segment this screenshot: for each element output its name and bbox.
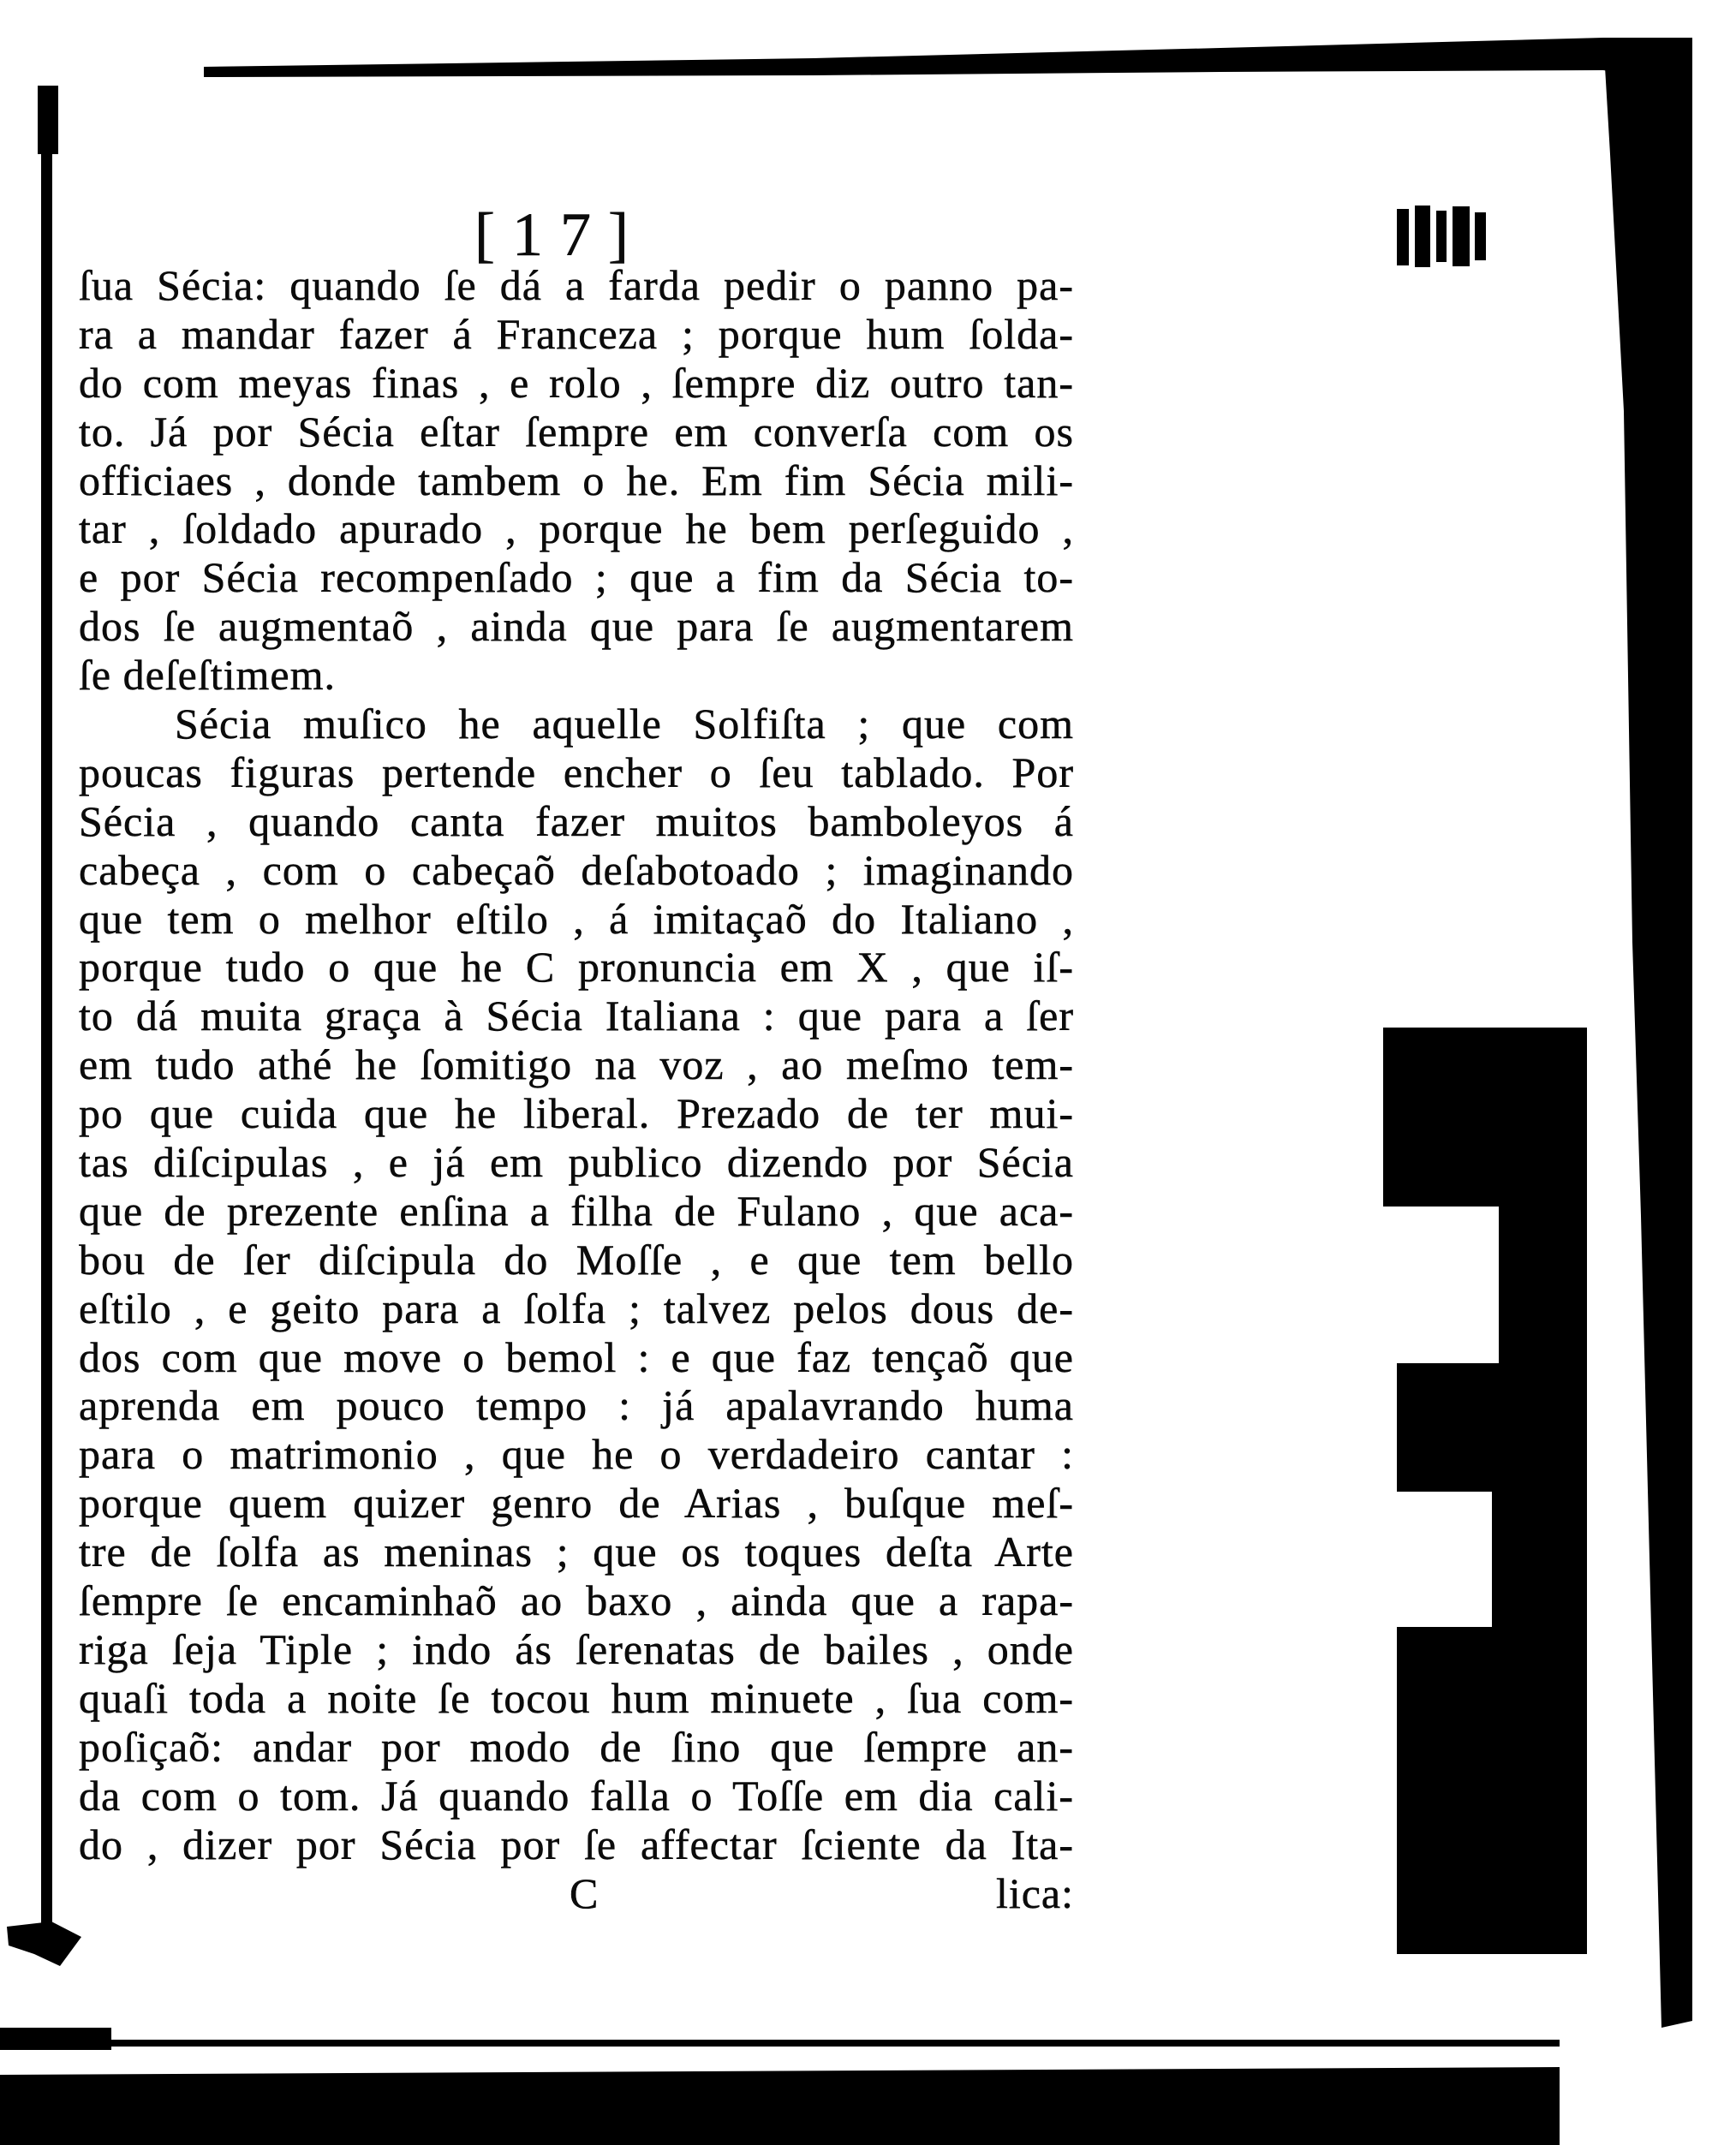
text-line: to dá muita graça à Sécia Italiana : que para a ſer <box>79 992 1074 1040</box>
page-footer <box>79 1869 1074 1918</box>
scan-edge-top <box>204 38 1692 82</box>
scan-edge-bottom-line <box>0 2040 1560 2047</box>
scan-edge-left <box>41 88 52 1938</box>
text-line: aprenda em pouco tempo : já apalavrando huma <box>79 1381 1074 1430</box>
text-line: da com o tom. Já quando falla o Toſſe em dia cali- <box>79 1771 1074 1820</box>
text-line: ſua Sécia: quando ſe dá a farda pedir o panno pa- <box>79 261 1074 309</box>
text-line: para o matrimonio , que he o verdadeiro cantar : <box>79 1430 1074 1479</box>
signature-mark: C <box>570 1869 599 1917</box>
text-line: dos ſe augmentaõ , ainda que para ſe augmentarem <box>79 602 1074 651</box>
page-text <box>79 261 1074 1868</box>
text-line: do com meyas finas , e rolo , ſempre diz outro tan- <box>79 358 1074 407</box>
scan-edge-left-top <box>38 86 58 154</box>
text-line: po que cuida que he liberal. Prezado de ter mui- <box>79 1089 1074 1138</box>
scan-edge-bottom-blot <box>0 2028 111 2050</box>
text-line: e por Sécia recompenſado ; que a fim da Sécia to- <box>79 553 1074 602</box>
page-number: [17] <box>474 200 646 269</box>
text-line: poucas figuras pertende encher o ſeu tablado. Por <box>79 748 1074 796</box>
text-line: dos com que move o bemol : e que faz tençaõ que <box>79 1332 1074 1381</box>
text-line: que tem o melhor eſtilo , á imitaçaõ do Italiano , <box>79 894 1074 943</box>
text-line: que de prezente enſina a filha de Fulano , que aca- <box>79 1186 1074 1235</box>
text-line: ſempre ſe encaminhaõ ao baxo , ainda que a rapa- <box>79 1576 1074 1625</box>
text-line: tre de ſolfa as meninas ; que os toques deſta Arte <box>79 1528 1074 1576</box>
scan-blotch-1 <box>1397 209 1409 265</box>
text-line: porque quem quizer genro de Arias , buſque meſ- <box>79 1479 1074 1528</box>
text-line: to. Já por Sécia eſtar ſempre em converſa com os <box>79 407 1074 456</box>
scan-blotch-2 <box>1415 206 1430 267</box>
scan-edge-right <box>1603 38 1692 2028</box>
text-line: tar , ſoldado apurado , porque he bem perſeguido , <box>79 504 1074 553</box>
text-line: em tudo athé he ſomitigo na voz , ao meſmo tem- <box>79 1040 1074 1089</box>
text-line: tas diſcipulas , e já em publico dizendo por Sécia <box>79 1138 1074 1187</box>
scan-edge-bottom <box>0 2067 1560 2145</box>
catchword: lica: <box>995 1869 1074 1917</box>
text-line: quaſi toda a noite ſe tocou hum minuete , ſua com- <box>79 1673 1074 1722</box>
text-line: poſiçaõ: andar por modo de ſino que ſempre an- <box>79 1722 1074 1771</box>
text-line: officiaes , donde tambem o he. Em fim Sécia mili- <box>79 456 1074 504</box>
text-line: ſe deſeſtimem. <box>79 651 337 700</box>
text-line: bou de ſer diſcipula do Moſſe , e que tem bello <box>79 1235 1074 1284</box>
text-line: ra a mandar fazer á Franceza ; porque hum ſolda- <box>79 309 1074 358</box>
text-line-paragraph-start: Sécia muſico he aquelle Solfiſta ; que com <box>175 700 1074 748</box>
scan-blotch-5 <box>1475 212 1486 260</box>
scan-edge-left-hook <box>7 1922 81 1966</box>
text-line: eſtilo , e geito para a ſolfa ; talvez pelos dous de- <box>79 1284 1074 1332</box>
scan-blotch-4 <box>1453 206 1470 266</box>
text-line: do , dizer por Sécia por ſe affectar ſciente da Ita- <box>79 1820 1074 1868</box>
scan-blotch-3 <box>1436 211 1447 262</box>
text-line: porque tudo o que he C pronuncia em X , que iſ- <box>79 943 1074 992</box>
text-line: cabeça , com o cabeçaõ deſabotoado ; imaginando <box>79 845 1074 894</box>
scan-show-through-block <box>1383 1028 1587 1954</box>
text-line: Sécia , quando canta fazer muitos bamboleyos á <box>79 796 1074 845</box>
text-line: riga ſeja Tiple ; indo ás ſerenatas de bailes , onde <box>79 1624 1074 1673</box>
